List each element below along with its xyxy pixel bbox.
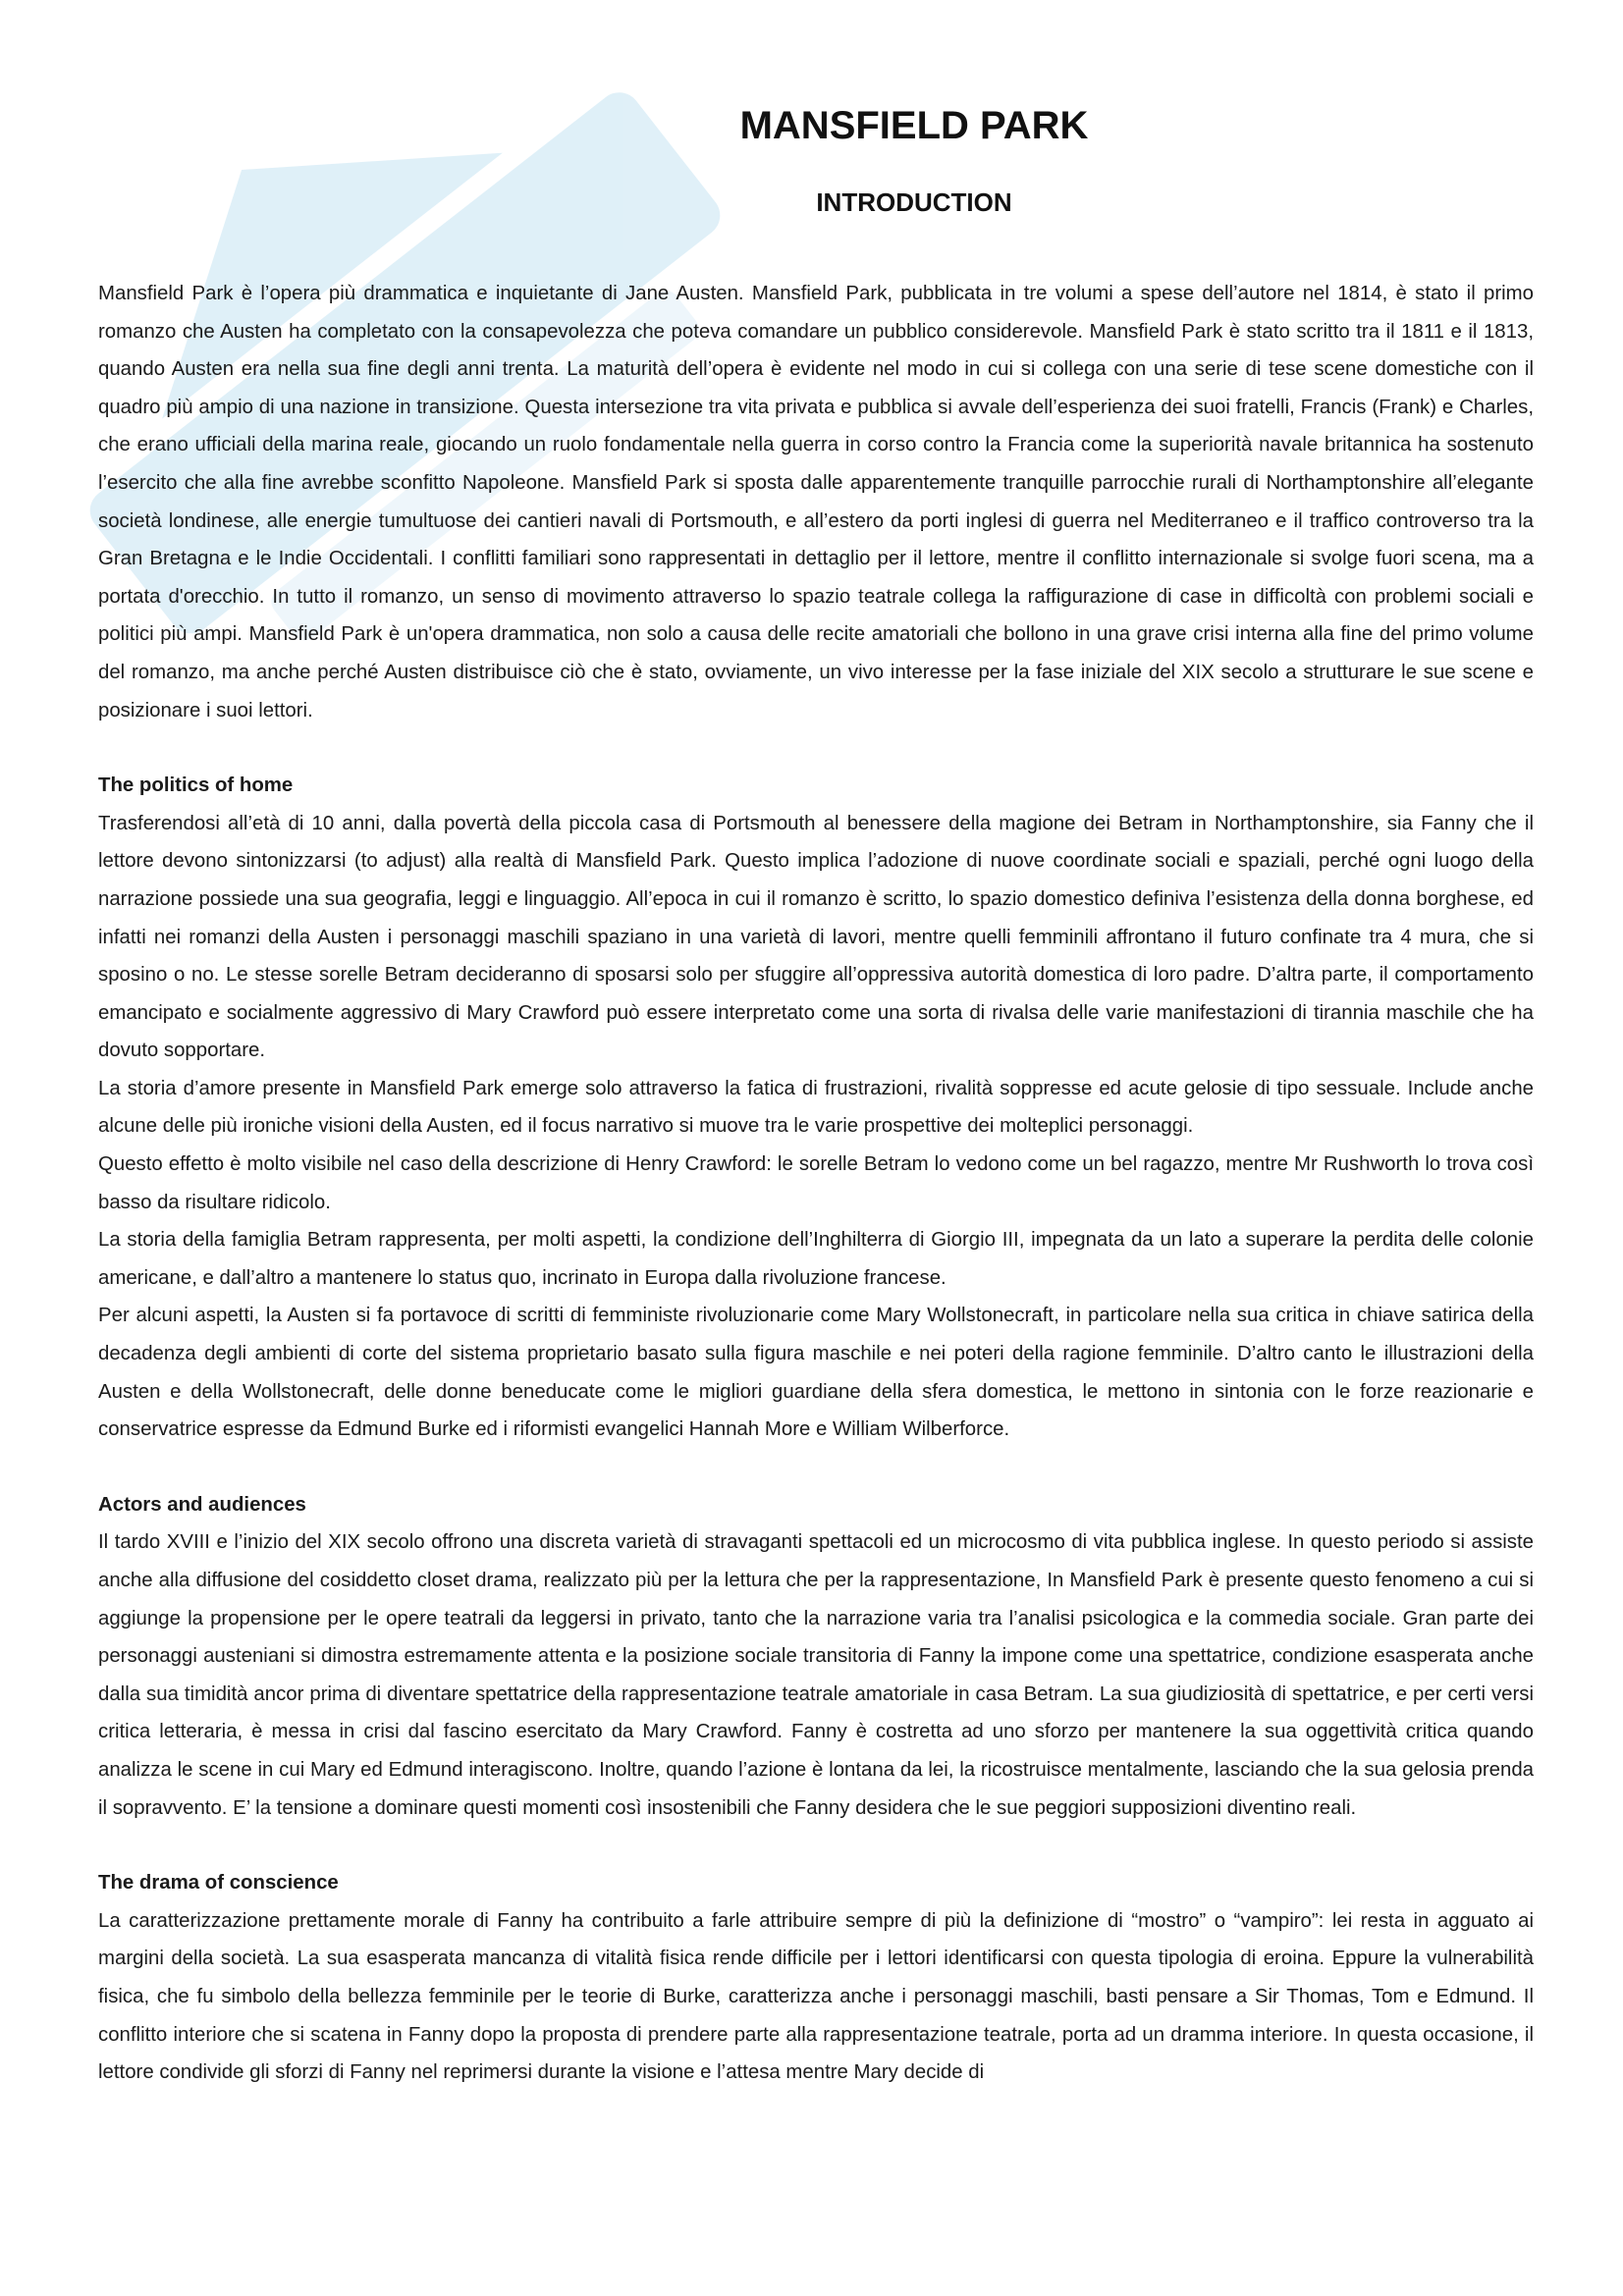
document-title: MANSFIELD PARK <box>739 104 1089 147</box>
section-heading: The drama of conscience <box>98 1872 339 1895</box>
section-heading: The politics of home <box>98 774 294 797</box>
section-heading: Actors and audiences <box>98 1493 306 1516</box>
document-page <box>98 98 1534 2092</box>
introduction-heading: INTRODUCTION <box>816 187 1012 217</box>
body-paragraph: La storia della famiglia Betram rappresenta, per molti aspetti, la condizione dell’Inghilterra di Giorgio III, impegnata da un lato a superare la perdita delle colonie americane, e dall’altro a mantenere lo status quo, incrinato in Europa dalla rivoluzione francese. <box>98 1229 1534 1289</box>
body-paragraph: La caratterizzazione prettamente morale di Fanny ha contribuito a farle attribuire sempre di più la definizione di “mostro” o “vampiro”: lei resta in agguato ai margini della società. La sua esasperata mancanza di vitalità fisica rende difficile per i lettori identificarsi con questa tipologia di eroina. Eppure la vulnerabilità fisica, che fu simbolo della bellezza femminile per le teorie di Burke, caratterizza anche i personaggi maschili, basti pensare a Sir Thomas, Tom e Edmund. Il conflitto interiore che si scatena in Fanny dopo la proposta di prendere parte alla rappresentazione teatrale, porta ad un dramma interiore. In questa occasione, il lettore condivide gli sforzi di Fanny nel reprimersi durante la visione e l’attesa mentre Mary decide di <box>98 1909 1534 2084</box>
section-drama-of-conscience <box>98 1864 1534 2092</box>
body-paragraph: Trasferendosi all’età di 10 anni, dalla povertà della piccola casa di Portsmouth al benessere della magione dei Betram in Northamptonshire, sia Fanny che il lettore devono sintonizzarsi (to adjust) alla realtà di Mansfield Park. Questo implica l’adozione di nuove coordinate sociali e spaziali, perché ogni luogo della narrazione possiede una sua geografia, leggi e linguaggio. All’epoca in cui il romanzo è scritto, lo spazio domestico definiva l’esistenza della donna borghese, ed infatti nei romanzi della Austen i personaggi maschili spaziano in una varietà di lavori, mentre quelli femminili affrontano il futuro confinate tra 4 mura, che si sposino o no. Le stesse sorelle Betram decideranno di sposarsi solo per sfuggire all’oppressiva autorità domestica di loro padre. D’altra parte, il comportamento emancipato e socialmente aggressivo di Mary Crawford può essere interpretato come una sorta di rivalsa delle varie manifestazioni di tirannia maschile che ha dovuto sopportare. <box>98 812 1534 1062</box>
section-politics-of-home <box>98 767 1534 1449</box>
intro-paragraph: Mansfield Park è l’opera più drammatica e inquietante di Jane Austen. Mansfield Park, pubblicata in tre volumi a spese dell’autore nel 1814, è stato il primo romanzo che Austen ha completato con la consapevolezza che poteva comandare un pubblico considerevole. Mansfield Park è stato scritto tra il 1811 e il 1813, quando Austen era nella sua fine degli anni trenta. La maturità dell’opera è evidente nel modo in cui si collega con una serie di tese scene domestiche con il quadro più ampio di una nazione in transizione. Questa intersezione tra vita privata e pubblica si avvale dell’esperienza dei suoi fratelli, Francis (Frank) e Charles, che erano ufficiali della marina reale, giocando un ruolo fondamentale nella guerra in corso contro la Francia come la superiorità navale britannica ha sostenuto l’esercito che alla fine avrebbe sconfitto Napoleone. Mansfield Park si sposta dalle apparentemente tranquille parrocchie rurali di Northamptonshire all’elegante società londinese, alle energie tumultuose dei cantieri navali di Portsmouth, e all’estero da porti inglesi di guerra nel Mediterraneo e il traffico controverso tra la Gran Bretagna e le Indie Occidentali. I conflitti familiari sono rappresentati in dettaglio per il lettore, mentre il conflitto internazionale si svolge fuori scena, ma a portata d'orecchio. In tutto il romanzo, un senso di movimento attraverso lo spazio teatrale collega la raffigurazione di case in difficoltà con problemi sociali e politici più ampi. Mansfield Park è un'opera drammatica, non solo a causa delle recite amatoriali che bollono in una grave crisi interna alla fine del primo volume del romanzo, ma anche perché Austen distribuisce ciò che è stato, ovviamente, un vivo interesse per la fase iniziale del XIX secolo a strutturare le sue scene e posizionare i suoi lettori. <box>98 283 1534 721</box>
body-paragraph: La storia d’amore presente in Mansfield Park emerge solo attraverso la fatica di frustrazioni, rivalità soppresse ed acute gelosie di tipo sessuale. Include anche alcune delle più ironiche visioni della Austen, ed il focus narrativo si muove tra le varie prospettive dei molteplici personaggi. <box>98 1077 1534 1138</box>
body-paragraph: Il tardo XVIII e l’inizio del XIX secolo offrono una discreta varietà di stravaganti spettacoli ed un microcosmo di vita pubblica inglese. In questo periodo si assiste anche alla diffusione del cosiddetto closet drama, realizzato più per la lettura che per la rappresentazione, In Mansfield Park è presente questo fenomeno a cui si aggiunge la propensione per le opere teatrali da leggersi in privato, tanto che la narrazione varia tra l’analisi psicologica e la commedia sociale. Gran parte dei personaggi austeniani si dimostra estremamente attenta e la posizione sociale transitoria di Fanny la impone come una spettatrice, condizione esasperata anche dalla sua timidità ancor prima di diventare spettatrice della rappresentazione teatrale amatoriale in casa Betram. La sua giudiziosità di spettatrice, e per certi versi critica letteraria, è messa in crisi dal fascino esercitato da Mary Crawford. Fanny è costretta ad uno sforzo per mantenere la sua oggettività critica quando analizza le scene in cui Mary ed Edmund interagiscono. Inoltre, quando l’azione è lontana da lei, la ricostruisce mentalmente, lasciando che la sua gelosia prenda il sopravvento. E’ la tensione a dominare questi momenti così insostenibili che Fanny desidera che le sue peggiori supposizioni diventino reali. <box>98 1531 1534 1819</box>
section-actors-and-audiences <box>98 1486 1534 1827</box>
body-paragraph: Questo effetto è molto visibile nel caso della descrizione di Henry Crawford: le sorelle Betram lo vedono come un bel ragazzo, mentre Mr Rushworth lo trova così basso da risultare ridicolo. <box>98 1153 1534 1213</box>
body-paragraph: Per alcuni aspetti, la Austen si fa portavoce di scritti di femministe rivoluzionarie come Mary Wollstonecraft, in particolare nella sua critica in chiave satirica della decadenza degli ambienti di corte del sistema proprietario basato sulla figura maschile e nei poteri della ragione femminile. D’altro canto le illustrazioni della Austen e della Wollstonecraft, delle donne beneducate come le migliori guardiane della sfera domestica, le mettono in sintonia con le forze reazionarie e conservatrice espresse da Edmund Burke ed i riformisti evangelici Hannah More e William Wilberforce. <box>98 1305 1534 1441</box>
